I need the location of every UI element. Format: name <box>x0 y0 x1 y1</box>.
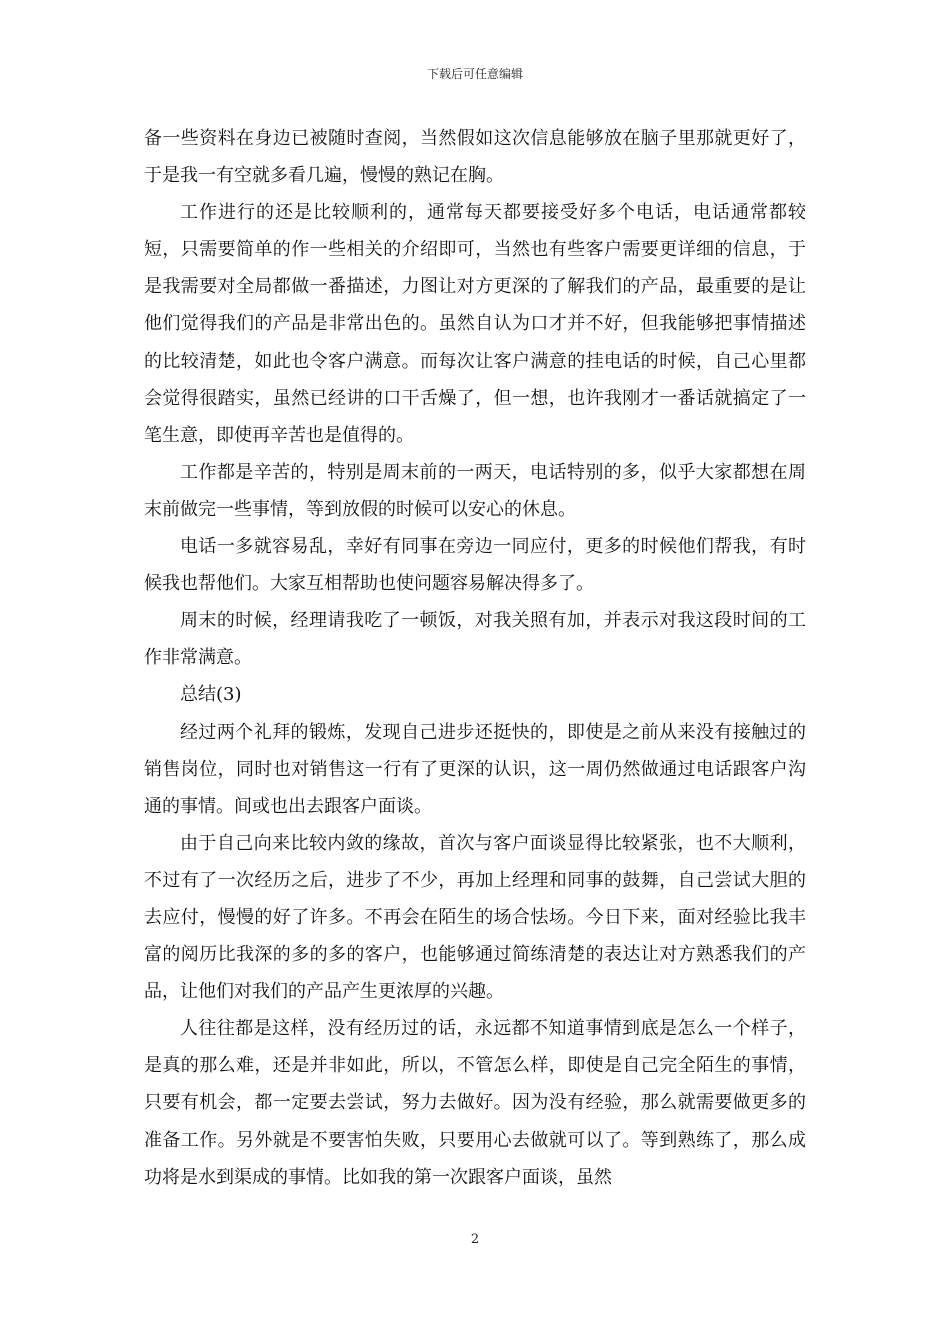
page-number: 2 <box>470 1232 480 1247</box>
paragraph: 电话一多就容易乱，幸好有同事在旁边一同应付，更多的时候他们帮我，有时候我也帮他们。大家互相帮助也使问题容易解决得多了。 <box>144 536 806 595</box>
paragraph: 人往往都是这样，没有经历过的话，永远都不知道事情到底是怎么一个样子，是真的那么难，还是并非如此，所以，不管怎么样，即使是自己完全陌生的事情，只要有机会，都一定要去尝试，努力去做好。因为没有经验，那么就需要做更多的准备工作。另外就是不要害怕失败，只要用心去做就可以了。等到熟练了，那么成功将是水到渠成的事情。比如我的第一次跟客户面谈，虽然 <box>144 1018 806 1188</box>
paragraph: 周末的时候，经理请我吃了一顿饭，对我关照有加，并表示对我这段时间的工作非常满意。 <box>144 610 806 669</box>
paragraph: 由于自己向来比较内敛的缘故，首次与客户面谈显得比较紧张，也不大顺利，不过有了一次经历之后，进步了不少，再加上经理和同事的鼓舞，自己尝试大胆的去应付，慢慢的好了许多。不再会在陌生的场合怯场。今日下来，面对经验比我丰富的阅历比我深的多的多的客户，也能够通过简练清楚的表达让对方熟悉我们的产品，让他们对我们的产品产生更浓厚的兴趣。 <box>144 832 806 1003</box>
section-heading: 总结(3) <box>180 684 242 706</box>
paragraph: 工作都是辛苦的，特别是周末前的一两天，电话特别的多，似乎大家都想在周末前做完一些事情，等到放假的时候可以安心的休息。 <box>144 461 806 520</box>
paragraph-continued: 备一些资料在身边已被随时查阅，当然假如这次信息能够放在脑子里那就更好了，于是我一有空就多看几遍，慢慢的熟记在胸。 <box>144 128 806 187</box>
document-body <box>144 120 806 1196</box>
page-header: 下载后可任意编辑 <box>426 67 523 81</box>
paragraph: 经过两个礼拜的锻炼，发现自己进步还挺快的，即使是之前从来没有接触过的销售岗位，同时也对销售这一行有了更深的认识，这一周仍然做通过电话跟客户沟通的事情。间或也出去跟客户面谈。 <box>144 721 806 817</box>
paragraph: 工作进行的还是比较顺利的，通常每天都要接受好多个电话，电话通常都较短，只需要简单的作一些相关的介绍即可，当然也有些客户需要更详细的信息，于是我需要对全局都做一番描述，力图让对方更深的了解我们的产品，最重要的是让他们觉得我们的产品是非常出色的。虽然自认为口才并不好，但我能够把事情描述的比较清楚，如此也令客户满意。而每次让客户满意的挂电话的时候，自己心里都会觉得很踏实，虽然已经讲的口干舌燥了，但一想，也许我刚才一番话就搞定了一笔生意，即使再辛苦也是值得的。 <box>144 202 806 446</box>
